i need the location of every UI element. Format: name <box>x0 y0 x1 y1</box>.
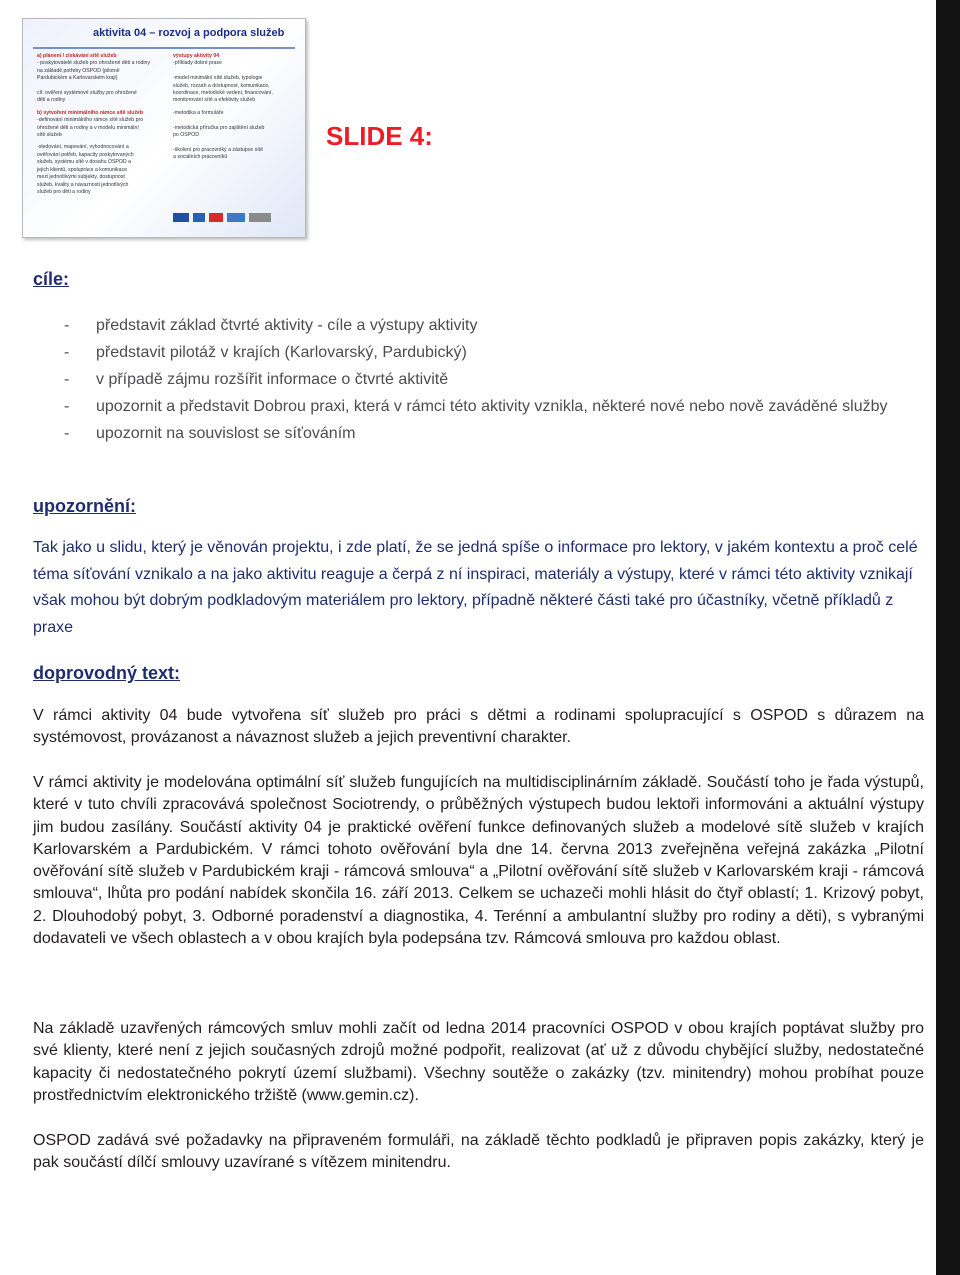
slide-thumbnail <box>22 18 306 238</box>
thumbnail-text-line: -příklady dobré praxe <box>173 60 223 67</box>
thumbnail-text-line: mezi jednotlivými subjekty, dostupnost <box>37 174 125 181</box>
cile-item <box>33 339 913 366</box>
thumbnail-left-column <box>37 53 157 196</box>
thumbnail-logos <box>173 211 293 225</box>
partner-logo <box>173 213 189 222</box>
thumbnail-title: aktivita 04 – rozvoj a podpora služeb <box>93 27 285 39</box>
cile-item-text: upozornit a představit Dobrou praxi, která v rámci této aktivity vznikla, některé nové nebo nově zaváděné služby <box>96 398 888 415</box>
page-edge-bar <box>936 0 960 1275</box>
cile-list <box>33 312 913 447</box>
thumbnail-right-column <box>173 53 293 162</box>
bullet-dash: - <box>64 317 70 334</box>
thumbnail-text-line: ohrožené děti a rodiny a v modelu minimální <box>37 124 139 131</box>
partner-logo <box>193 213 205 222</box>
cile-item-text: představit pilotáž v krajích (Karlovarský, Pardubický) <box>96 344 467 361</box>
cile-item <box>33 312 913 339</box>
heading-cile: cíle: <box>33 269 70 289</box>
slide-label: SLIDE 4: <box>326 121 433 151</box>
cile-item-text: upozornit na souvislost se síťováním <box>96 425 356 442</box>
cile-item <box>33 366 913 393</box>
partner-logo <box>209 213 223 222</box>
thumbnail-text-line: služeb, systému sítě v dosahu OSPOD a <box>37 159 131 166</box>
partner-logo <box>249 213 271 222</box>
upozorneni-text: Tak jako u slidu, který je věnován projektu, i zde platí, že se jedná spíše o informace pro lektory, v jakém kontextu a proč celé téma síťování vznikalo a na jako aktivitu reaguje a čerpá z ní inspiraci, materiály a výstupy, které v rámci této aktivity vznikají však mohou být dobrým podkladovým materiálem pro lektory, případně některé části také pro účastníky, včetně příkladů z praxe <box>33 539 918 636</box>
thumbnail-text-line: - poskytovatelé služeb pro ohrožené děti a rodiny <box>37 60 151 67</box>
thumbnail-rule <box>33 47 295 49</box>
paragraph-3: Na základě uzavřených rámcových smluv mohli začít od ledna 2014 pracovníci OSPOD v obou krajích poptávat služby pro své klienty, které není z jejich současných zdrojů možné podpořit, realizovat (ať už z důvodu chybějící služby, nedostatečné kapacity či nedostatečného pokrytí území službami). Všechny soutěže o zakázky (tzv. minitendry) mohou probíhat pouze prostřednictvím elektronického tržiště (www.gemin.cz). <box>33 1020 924 1104</box>
bullet-dash: - <box>64 371 70 388</box>
thumbnail-text-line <box>173 139 293 146</box>
thumbnail-text-line: monitorování sítě a efektivity služeb <box>173 97 256 104</box>
thumbnail-text-line <box>173 68 293 75</box>
thumbnail-section-heading: b) vytvoření minimálního rámce sítě služeb <box>37 109 144 116</box>
thumbnail-text-line: -model minimální sítě služeb, typologie <box>173 75 263 82</box>
thumbnail-text-line: sítě služeb <box>37 132 62 139</box>
thumbnail-text-line: služeb pro děti a rodiny <box>37 188 91 195</box>
cile-item-text: v případě zájmu rozšířit informace o čtvrté aktivitě <box>96 371 449 388</box>
thumbnail-text-line: služeb, kvality a návaznosti jednotlivých <box>37 181 129 188</box>
thumbnail-text-line <box>37 83 157 90</box>
paragraph-2: V rámci aktivity je modelována optimální síť služeb fungujících na multidisciplinárním základě. Součástí toho je řada výstupů, které v tuto chvíli zpracovává společnost Sociotrendy, o průběžných výstupech budou lektoři informováni a aktuální výstupy jim budou zasílány. Součástí aktivity 04 je praktické ověření funkce definovaných služeb a modelové sítě služeb v krajích Karlovarském a Pardubickém. V rámci tohoto ověřování byla dne 14. června 2013 zveřejněna veřejná zakázka „Pilotní ověřování sítě služeb v Pardubickém kraji - rámcová smlouva“ a „Pilotní ověřování sítě služeb v Karlovarském kraji - rámcová smlouva“, lhůta pro podání nabídek skončila 16. září 2013. Celkem se uchazeči mohli hlásit do čtyř oblastí; 1. Krizový pobyt, 2. Dlouhodobý pobyt, 3. Odborné poradenství a diagnostika, 4. Terénní a ambulantní služby pro rodiny a děti), s vybranými dodavateli ve všech oblastech a v obou krajích byla podepsána tzv. Rámcová smlouva pro každou oblast. <box>33 774 924 948</box>
thumbnail-text-line: -metodika a formuláře <box>173 109 224 116</box>
thumbnail-text-line: služeb, rozsah a dostupnost, komunikace, <box>173 82 270 89</box>
bullet-dash: - <box>64 398 70 415</box>
thumbnail-text-line: jejich klientů, spolupráce a komunikace <box>37 166 127 173</box>
thumbnail-text-line: koordinace, metodické vedení, financování, <box>173 90 273 97</box>
thumbnail-text-line: -metodická příručka pro zajištění služeb <box>173 124 265 131</box>
thumbnail-text-line: -školení pro pracovníky a zástupce sítě <box>173 146 263 153</box>
thumbnail-text-line: děti a rodiny <box>37 97 66 104</box>
bullet-dash: - <box>64 344 70 361</box>
thumbnail-text-line <box>173 117 293 124</box>
thumbnail-text-line: -definování minimálního rámce sítě služeb pro <box>37 117 144 124</box>
thumbnail-text-line: po OSPOD <box>173 132 199 139</box>
thumbnail-text-line: -sledování, mapování, vyhodnocování a <box>37 144 129 151</box>
heading-doprovodny-text: doprovodný text: <box>33 663 180 683</box>
paragraph-4: OSPOD zadává své požadavky na připraveném formuláři, na základě těchto podkladů je připraven popis zakázky, který je pak součástí dílčí smlouvy uzavírané s vítězem minitendru. <box>33 1132 924 1172</box>
cile-item-text: představit základ čtvrté aktivity - cíle a výstupy aktivity <box>96 317 478 334</box>
cile-item <box>33 420 913 447</box>
thumbnail-section-heading: a) plánení / ziskávání sítě služeb <box>37 53 117 59</box>
thumbnail-text-line: ověřování potřeb, kapacity poskytovaných <box>37 151 134 158</box>
partner-logo <box>227 213 245 222</box>
cile-item <box>33 393 913 420</box>
thumbnail-header <box>33 25 295 51</box>
heading-upozorneni: upozornění: <box>33 496 136 516</box>
thumbnail-section-heading: výstupy aktivity 04 <box>173 53 220 59</box>
thumbnail-text-line: na základě potřeby OSPOD (pilotně <box>37 67 120 74</box>
thumbnail-text-line: cíl: ověření systémové služby pro ohrožené <box>37 90 137 97</box>
thumbnail-text-line: Pardubickém a Karlovarském kraji) <box>37 75 118 82</box>
paragraph-1: V rámci aktivity 04 bude vytvořena síť služeb pro práci s dětmi a rodinami spolupracující s OSPOD s důrazem na systémovost, provázanost a návaznost služeb a jejich preventivní charakter. <box>33 707 924 747</box>
thumbnail-text-line: a sociálních pracovníků <box>173 154 228 161</box>
bullet-dash: - <box>64 425 70 442</box>
